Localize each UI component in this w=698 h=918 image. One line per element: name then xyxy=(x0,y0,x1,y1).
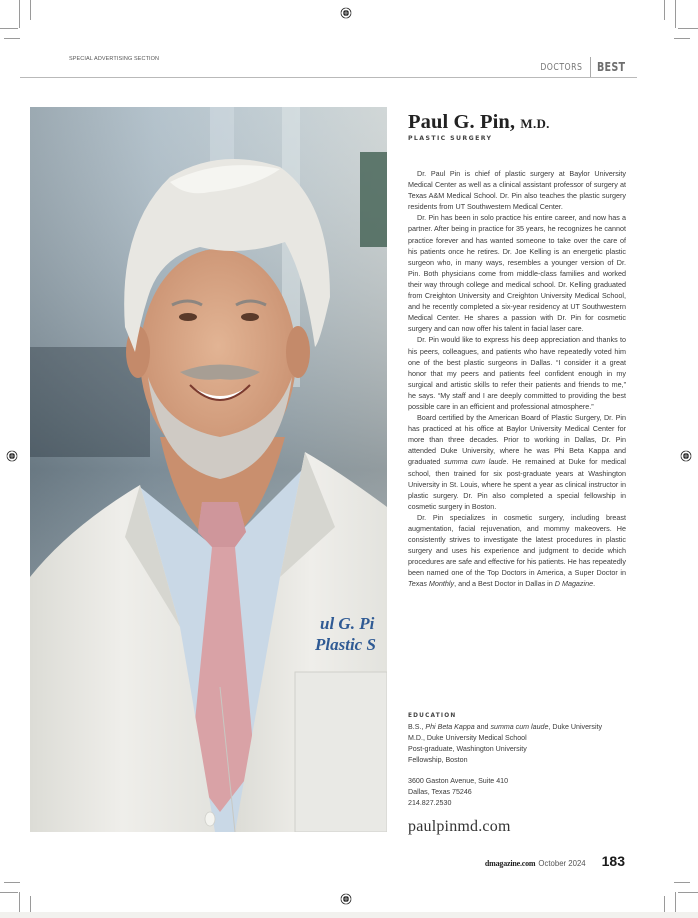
doctor-specialty: PLASTIC SURGERY xyxy=(408,135,493,142)
doctor-photo xyxy=(30,107,387,832)
crop-mark xyxy=(678,892,698,893)
bio-paragraph: Dr. Pin has been in solo practice his entire career, and now has a partner. After being in practice for 35 years, he recognizes he cannot practice forever and has wanted someone to take over the care of his patients once he retires. Dr. Joe Kelling is an energetic plastic surgeon who, in many ways, resembles a younger version of Dr. Pin. Both physicians come from middle-class families and worked their way through college and medical school. Dr. Kelling graduated from Creighton University and Creighton University Medical School, and he recently completed a six-year residency at UT Southwestern Medical Center. He shares a passion with Dr. Pin for cosmetic surgery and can now offer his talent in facial laser care. xyxy=(408,213,626,334)
crop-mark xyxy=(30,896,31,912)
address-city: Dallas, Texas 75246 xyxy=(408,788,472,796)
registration-mark-icon xyxy=(6,450,18,462)
registration-mark-icon xyxy=(340,7,352,19)
website-link[interactable]: paulpinmd.com xyxy=(408,818,511,835)
registration-mark-icon xyxy=(340,893,352,905)
brand-divider xyxy=(590,57,591,77)
coat-embroidery-name: ul G. Pi xyxy=(320,614,375,633)
section-label: SPECIAL ADVERTISING SECTION xyxy=(69,56,160,62)
brand-logo xyxy=(528,57,632,77)
bio-paragraph: Board certified by the American Board of Plastic Surgery, Dr. Pin has practiced at his office at Baylor University Medical Center for more than three decades. Prior to working in Dallas, Dr. Pin attended Duke University, where he was Phi Beta Kappa and graduated summa cum laude. He remained at Duke for medical school, then trained for six post-graduate years at Washington University in St. Louis, where he spent a year as clinical instructor in plastic surgery. Dr. Pin also completed a special fellowship in cosmetic surgery in Boston. xyxy=(408,413,627,511)
bio-paragraph: Dr. Paul Pin is chief of plastic surgery at Baylor University Medical Center as well as a clinical assistant professor of surgery at Texas A&M Medical School. Dr. Pin also teaches the plastic surgery residents from UT Southwestern Medical Center. xyxy=(408,169,626,212)
education-item: B.S., Phi Beta Kappa and summa cum laude, Duke University xyxy=(408,723,603,731)
footer-issue: October 2024 xyxy=(538,859,586,868)
crop-mark xyxy=(0,28,18,29)
brand-best: BEST xyxy=(596,60,625,74)
header-rule xyxy=(20,77,637,78)
education-item: M.D., Duke University Medical School xyxy=(408,734,527,742)
crop-mark xyxy=(0,892,18,893)
crop-mark xyxy=(664,0,665,20)
doctor-name xyxy=(408,111,626,134)
page-number: 183 xyxy=(601,853,625,869)
crop-mark xyxy=(674,38,690,39)
brand-doctors: DOCTORS xyxy=(539,61,583,73)
crop-mark xyxy=(678,28,698,29)
page-footer xyxy=(485,853,625,869)
bio-text xyxy=(408,168,626,590)
coat-embroidery-title: Plastic S xyxy=(315,635,376,654)
footer-site: dmagazine.com xyxy=(484,859,536,868)
registration-mark-icon xyxy=(680,450,692,462)
crop-mark xyxy=(4,38,20,39)
crop-mark xyxy=(4,882,20,883)
address-street: 3600 Gaston Avenue, Suite 410 xyxy=(408,777,509,785)
education-heading: EDUCATION xyxy=(408,713,457,719)
crop-mark xyxy=(30,0,31,20)
crop-mark xyxy=(19,0,20,28)
crop-mark xyxy=(664,896,665,912)
crop-mark xyxy=(674,882,690,883)
phone-number: 214.827.2530 xyxy=(408,799,452,807)
bio-paragraph: Dr. Pin specializes in cosmetic surgery, including breast augmentation, facial rejuvenation, and mommy makeovers. He consistently strives to investigate the latest procedures in plastic surgery and uses his experience and judgment to decide which procedures are safe and effective for his patients. He has repeatedly been named one of the Top Doctors in America, a Super Doctor in Texas Monthly, and a Best Doctor in Dallas in D Magazine. xyxy=(408,512,626,589)
doctor-credential: M.D. xyxy=(520,116,550,131)
contact-address xyxy=(408,776,626,809)
bio-paragraph: Dr. Pin would like to express his deep appreciation and thanks to his peers, colleagues, and patients who have repeatedly voted him one of the best plastic surgeons in Dallas. “I consider it a great honor that my peers and patients feel confident enough in my surgical and artistic skills to refer their patients and friends to me,” he says. “My staff and I are deeply committed to providing the best possible care in an efficient and professional atmosphere.” xyxy=(408,335,626,411)
doctor-name-text: Paul G. Pin, xyxy=(408,111,516,133)
education-item: Post-graduate, Washington University xyxy=(408,745,527,753)
education-list xyxy=(408,722,626,766)
crop-mark xyxy=(675,0,676,28)
page-edge xyxy=(0,912,698,918)
education-item: Fellowship, Boston xyxy=(408,756,468,764)
